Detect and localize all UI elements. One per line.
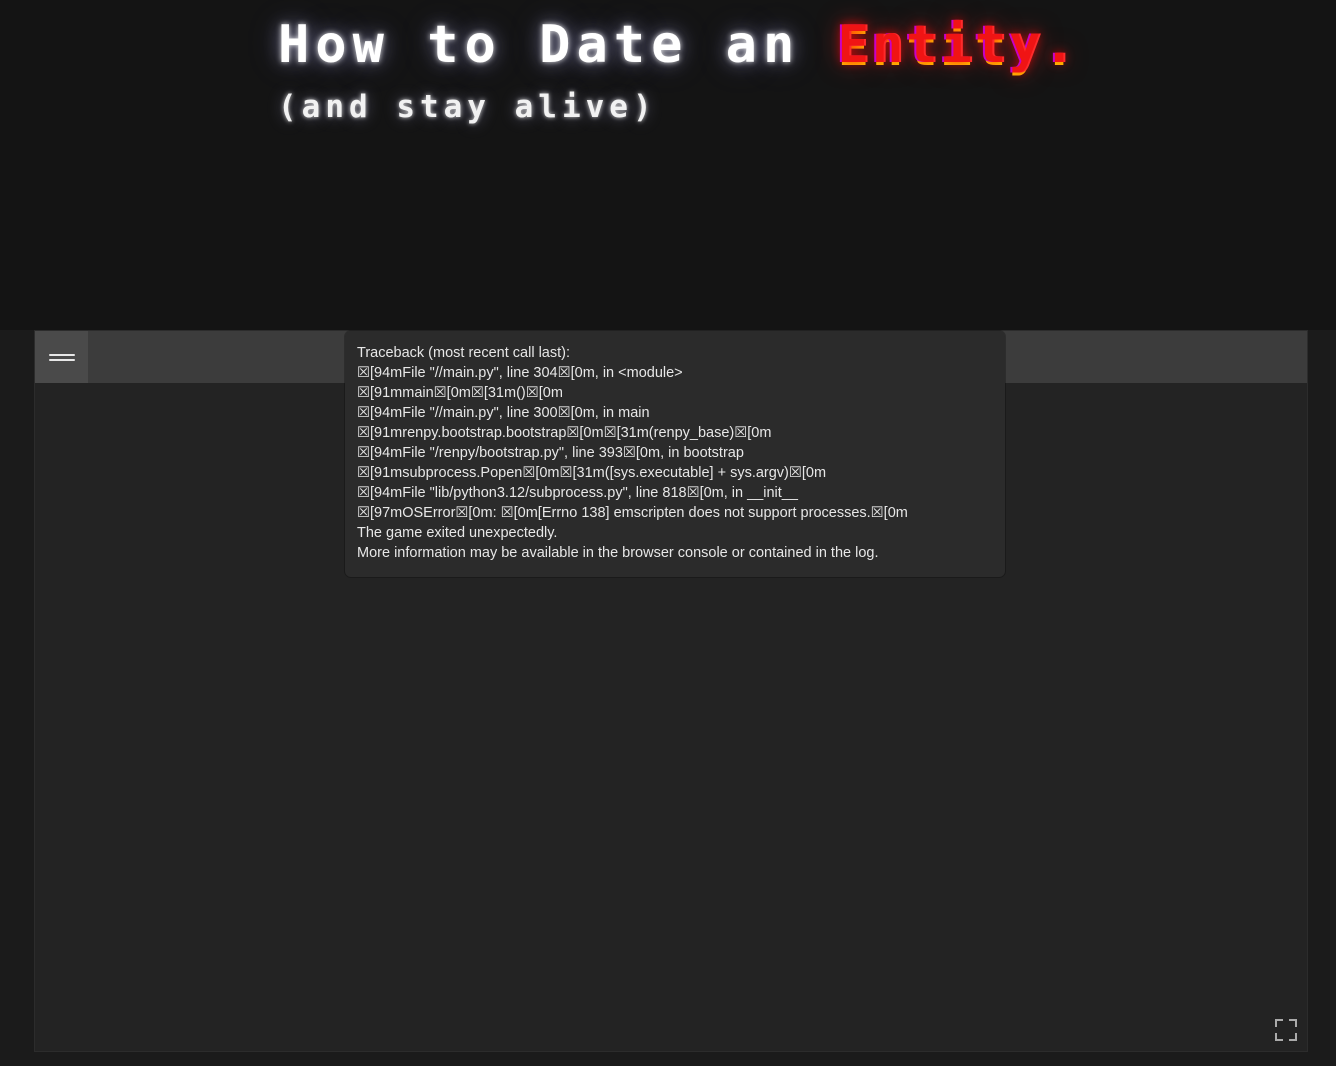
traceback-line: ☒[94mFile "//main.py", line 304☒[0m, in <module>	[357, 365, 683, 381]
traceback-line: ☒[97mOSError☒[0m: ☒[0m[Errno 138] emscripten does not support processes.☒[0m	[357, 505, 908, 521]
traceback-line: ☒[94mFile "lib/python3.12/subprocess.py", line 818☒[0m, in __init__	[357, 485, 798, 501]
game-player-frame	[34, 330, 1308, 1052]
traceback-line: ☒[94mFile "//main.py", line 300☒[0m, in main	[357, 405, 650, 421]
game-stage	[35, 331, 1307, 1051]
game-title-accent: Entity.	[837, 15, 1078, 75]
traceback-line: The game exited unexpectedly.	[357, 525, 558, 541]
traceback-line: ☒[94mFile "/renpy/bootstrap.py", line 393☒[0m, in bootstrap	[357, 445, 744, 461]
traceback-line: ☒[91mmain☒[0m☒[31m()☒[0m	[357, 385, 563, 401]
traceback-panel	[345, 331, 1005, 577]
game-subtitle: (and stay alive)	[278, 89, 657, 125]
menu-icon-bar	[49, 354, 75, 356]
fullscreen-icon[interactable]	[1273, 1017, 1299, 1043]
menu-button[interactable]	[35, 331, 88, 383]
game-title	[278, 12, 1078, 78]
game-title-banner	[0, 0, 1336, 330]
traceback-line: Traceback (most recent call last):	[357, 345, 570, 361]
traceback-line: More information may be available in the browser console or contained in the log.	[357, 545, 879, 561]
title-block	[278, 12, 1078, 130]
traceback-line: ☒[91mrenpy.bootstrap.bootstrap☒[0m☒[31m(renpy_base)☒[0m	[357, 425, 772, 441]
traceback-line: ☒[91msubprocess.Popen☒[0m☒[31m([sys.executable] + sys.argv)☒[0m	[357, 465, 827, 481]
menu-icon-bar	[49, 359, 75, 361]
game-title-main: How to Date an	[278, 15, 838, 75]
